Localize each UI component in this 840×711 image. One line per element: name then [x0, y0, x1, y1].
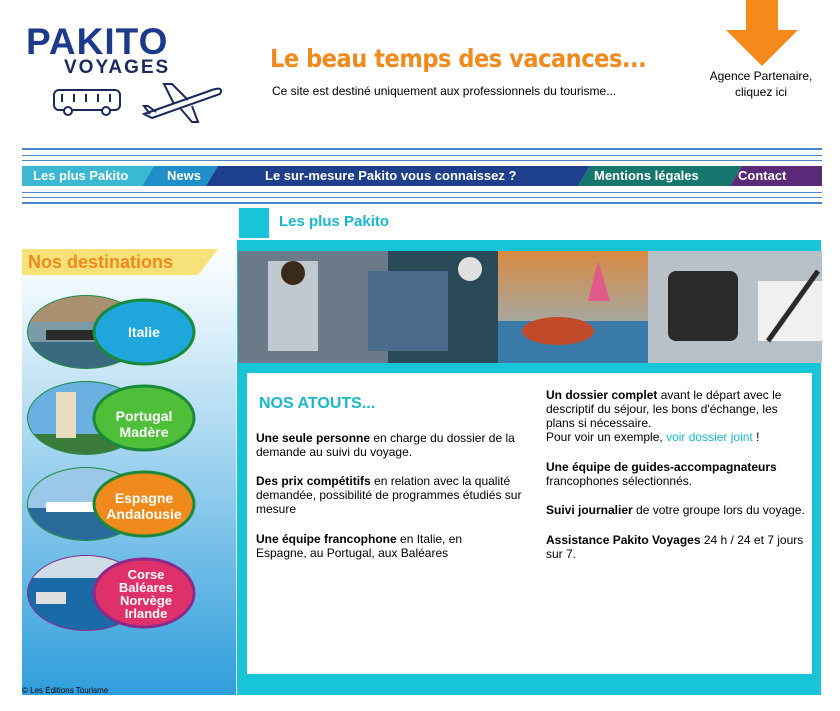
main-nav	[22, 166, 822, 186]
subslogan: Ce site est destiné uniquement aux professionnels du tourisme...	[272, 84, 617, 98]
atout-assistance: Assistance Pakito Voyages 24 h / 24 et 7 jours sur 7.	[546, 533, 804, 561]
banner-collage-image	[238, 251, 822, 363]
destination-espagne-andalousie[interactable]	[26, 464, 196, 544]
logo-main-text: PAKITO	[26, 21, 169, 62]
atout-equipe-francophone: Une équipe francophone en Italie, en Espagne, au Portugal, aux Baléares	[256, 532, 463, 560]
divider-line	[22, 192, 822, 193]
divider-line	[22, 160, 822, 161]
atout-seule-personne: Une seule personne en charge du dossier de la demande au suivi du voyage.	[256, 431, 515, 459]
bus-and-plane-icon	[52, 80, 232, 125]
destination-label: Espagne Andalousie	[106, 490, 182, 522]
pakito-logo[interactable]	[22, 22, 254, 122]
down-arrow-icon[interactable]	[726, 0, 798, 66]
logo-sub-text: VOYAGES	[64, 57, 171, 78]
partner-line-1: Agence Partenaire,	[709, 69, 813, 83]
destination-label: Corse Baléares Norvège Irlande	[118, 567, 174, 621]
nav-les-plus-pakito[interactable]: Les plus Pakito	[33, 168, 129, 183]
nav-mentions-legales[interactable]: Mentions légales	[594, 168, 699, 183]
slogan: Le beau temps des vacances...	[270, 44, 647, 73]
atout-dossier-complet: Un dossier complet avant le départ avec le descriptif du séjour, les bons d'échange, les plans si nécessaire. Pour voir un exemple, voir dossier joint !	[546, 388, 782, 444]
destination-corse-baleares-norvege-irlande[interactable]	[26, 552, 196, 634]
destination-italie[interactable]	[26, 292, 196, 372]
divider-line	[22, 202, 822, 204]
destinations-title: Nos destinations	[28, 252, 174, 272]
atout-prix: Des prix compétitifs en relation avec la qualité demandée, possibilité de programmes étudiés sur mesure	[256, 474, 522, 516]
copyright: © Les Éditions Tourisme	[22, 686, 109, 695]
divider-line	[22, 148, 822, 150]
voir-dossier-link[interactable]: voir dossier joint	[666, 430, 753, 444]
atout-guides: Une équipe de guides-accompagnateurs francophones sélectionnés.	[546, 460, 777, 488]
destination-portugal-madere[interactable]	[26, 378, 196, 458]
nav-sur-mesure[interactable]: Le sur-mesure Pakito vous connaissez ?	[265, 168, 517, 183]
banner-photo	[238, 251, 822, 363]
nav-news[interactable]: News	[167, 168, 201, 183]
partner-line-2: cliquez ici	[734, 85, 788, 99]
divider-line	[22, 155, 822, 156]
partner-agency-link[interactable]	[700, 68, 822, 100]
section-marker	[239, 208, 269, 238]
atouts-heading: NOS ATOUTS...	[259, 395, 376, 412]
destination-label: Portugal Madère	[115, 408, 173, 440]
atout-suivi-journalier: Suivi journalier de votre groupe lors du voyage.	[546, 503, 805, 517]
divider-line	[22, 197, 822, 198]
destination-label: Italie	[128, 324, 160, 340]
destinations-title-banner	[22, 249, 218, 275]
nav-contact[interactable]: Contact	[738, 168, 787, 183]
section-title: Les plus Pakito	[279, 213, 390, 230]
